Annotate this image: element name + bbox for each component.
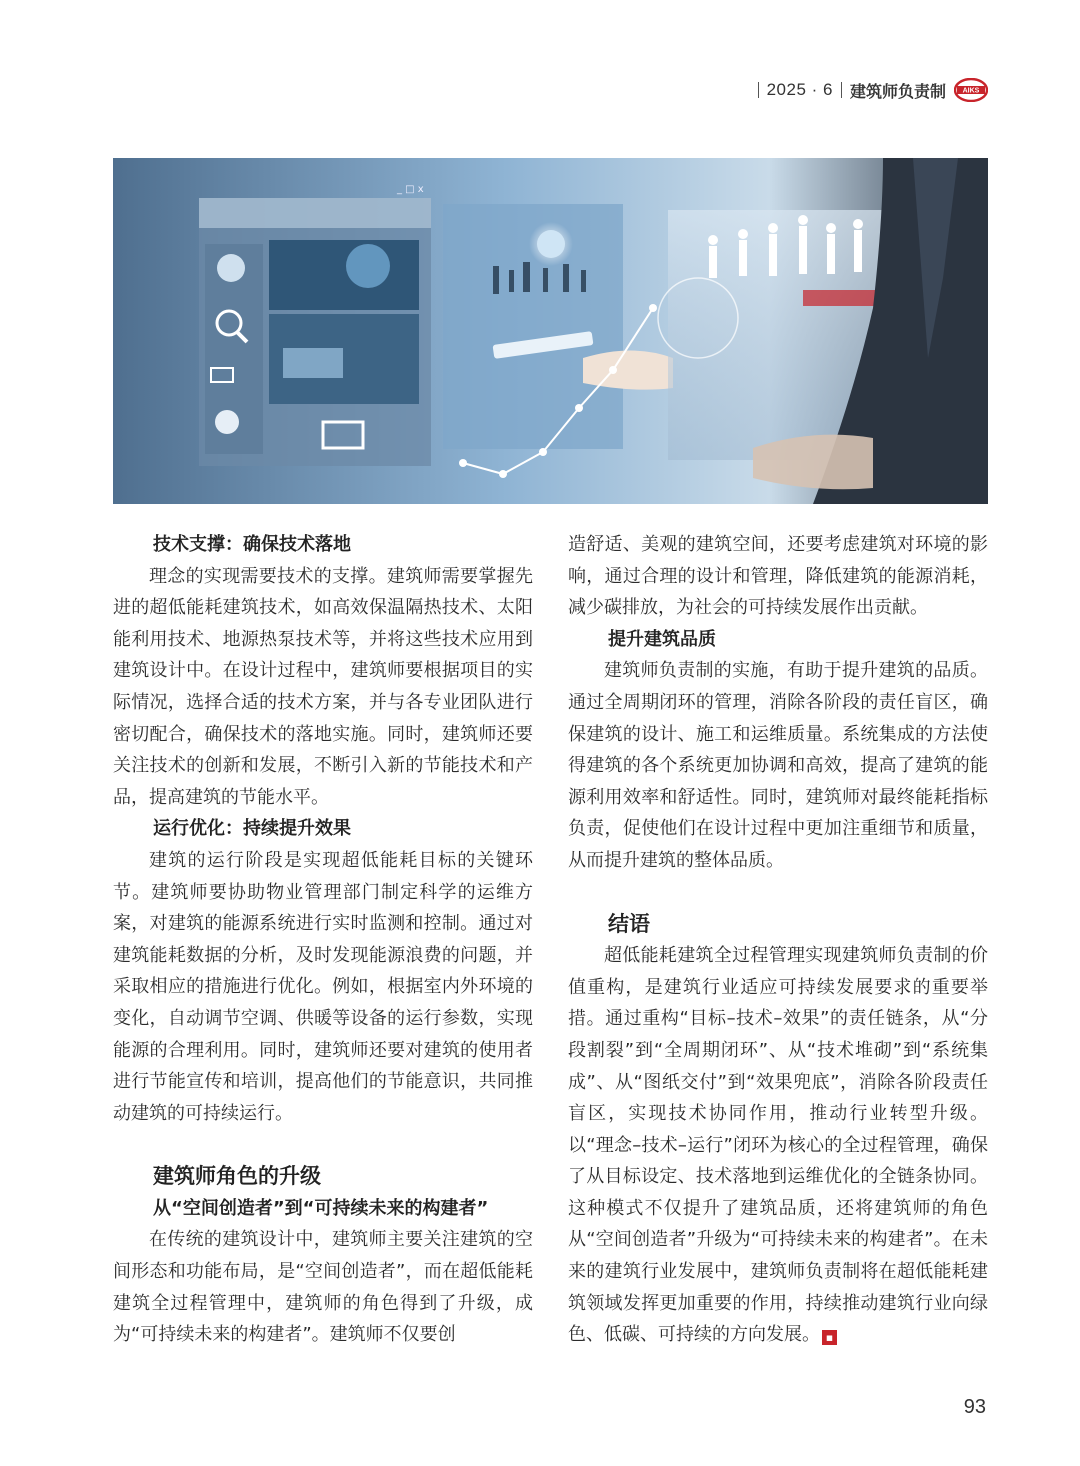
paragraph-conclusion (568, 940, 988, 1351)
svg-text:_ □ x: _ □ x (397, 184, 424, 195)
paragraph-operation: 建筑的运行阶段是实现超低能耗目标的关键环节。建筑师要协助物业管理部门制定科学的运维方案，对建筑的能源系统进行实时监测和控制。通过对建筑能耗数据的分析，及时发现能源浪费的问题，并采取相应的措施进行优化。例如，根据室内外环境的变化，自动调节空调、供暖等设备的运行参数，实现能源的合理利用。同时，建筑师还要对建筑的使用者进行节能宣传和培训，提高他们的节能意识，共同推动建筑的可持续运行。 (113, 849, 533, 1124)
section-heading-quality: 提升建筑品质 (608, 628, 716, 650)
hero-image (113, 158, 988, 504)
section-spacer (113, 1129, 533, 1161)
issue-number: 2025 · 6 (766, 80, 833, 99)
magazine-logo-icon (954, 78, 988, 102)
paragraph-role: 在传统的建筑设计中，建筑师主要关注建筑的空间形态和功能布局，是“空间创造者”，而在超低能耗建筑全过程管理中，建筑师的角色得到了升级，成为“可持续未来的构建者”。建筑师不仅要创 (113, 1229, 533, 1346)
section-heading-operation: 运行优化：持续提升效果 (153, 818, 351, 840)
right-column (568, 529, 988, 1351)
paragraph-role-continued: 造舒适、美观的建筑空间，还要考虑建筑对环境的影响，通过合理的设计和管理，降低建筑的能源消耗，减少碳排放，为社会的可持续发展作出贡献。 (568, 534, 988, 619)
header-divider (841, 82, 842, 98)
page-header (758, 76, 988, 104)
conclusion-text: 超低能耗建筑全过程管理实现建筑师负责制的价值重构，是建筑行业适应可持续发展要求的重要举措。通过重构“目标–技术–效果”的责任链条，从“分段割裂”到“全周期闭环”、从“技术堆砌”到“系统集成”、从“图纸交付”到“效果兜底”，消除各阶段责任盲区，实现技术协同作用，推动行业转型升级。以“理念–技术–运行”闭环为核心的全过程管理，确保了从目标设定、技术落地到运维优化的全链条协同。这种模式不仅提升了建筑品质，还将建筑师的角色从“空间创造者”升级为“可持续未来的构建者”。在未来的建筑行业发展中，建筑师负责制将在超低能耗建筑领域发挥更加重要的作用，持续推动建筑行业向绿色、低碳、可持续的方向发展。 (568, 945, 988, 1346)
paragraph-quality: 建筑师负责制的实施，有助于提升建筑的品质。通过全周期闭环的管理，消除各阶段的责任盲区，确保建筑的设计、施工和运维质量。系统集成的方法使得建筑的各个系统更加协调和高效，提高了建筑的能源利用效率和舒适性。同时，建筑师对最终能耗指标负责，促使他们在设计过程中更加注重细节和质量，从而提升建筑的整体品质。 (568, 660, 988, 871)
tech-business-illustration (113, 158, 988, 504)
section-spacer (568, 877, 988, 909)
page-number: 93 (963, 1396, 986, 1418)
paragraph-tech-support: 理念的实现需要技术的支撑。建筑师需要掌握先进的超低能耗建筑技术，如高效保温隔热技术、太阳能利用技术、地源热泵技术等，并将这些技术应用到建筑设计中。在设计过程中，建筑师要根据项目的实际情况，选择合适的技术方案，并与各专业团队进行密切配合，确保技术的落地实施。同时，建筑师还要关注技术的创新和发展，不断引入新的节能技术和产品，提高建筑的节能水平。 (113, 565, 533, 808)
section-heading-tech-support: 技术支撑：确保技术落地 (153, 534, 351, 555)
column-title: 建筑师负责制 (849, 81, 946, 101)
article-end-icon: ▪ (822, 1330, 837, 1345)
svg-text:AIKS: AIKS (962, 87, 980, 95)
section-title-conclusion: 结语 (608, 911, 650, 936)
section-title-role-upgrade: 建筑师角色的升级 (153, 1164, 321, 1189)
header-divider (758, 82, 759, 98)
section-heading-role: 从“空间创造者”到“可持续未来的构建者” (153, 1197, 489, 1219)
left-column (113, 529, 533, 1351)
